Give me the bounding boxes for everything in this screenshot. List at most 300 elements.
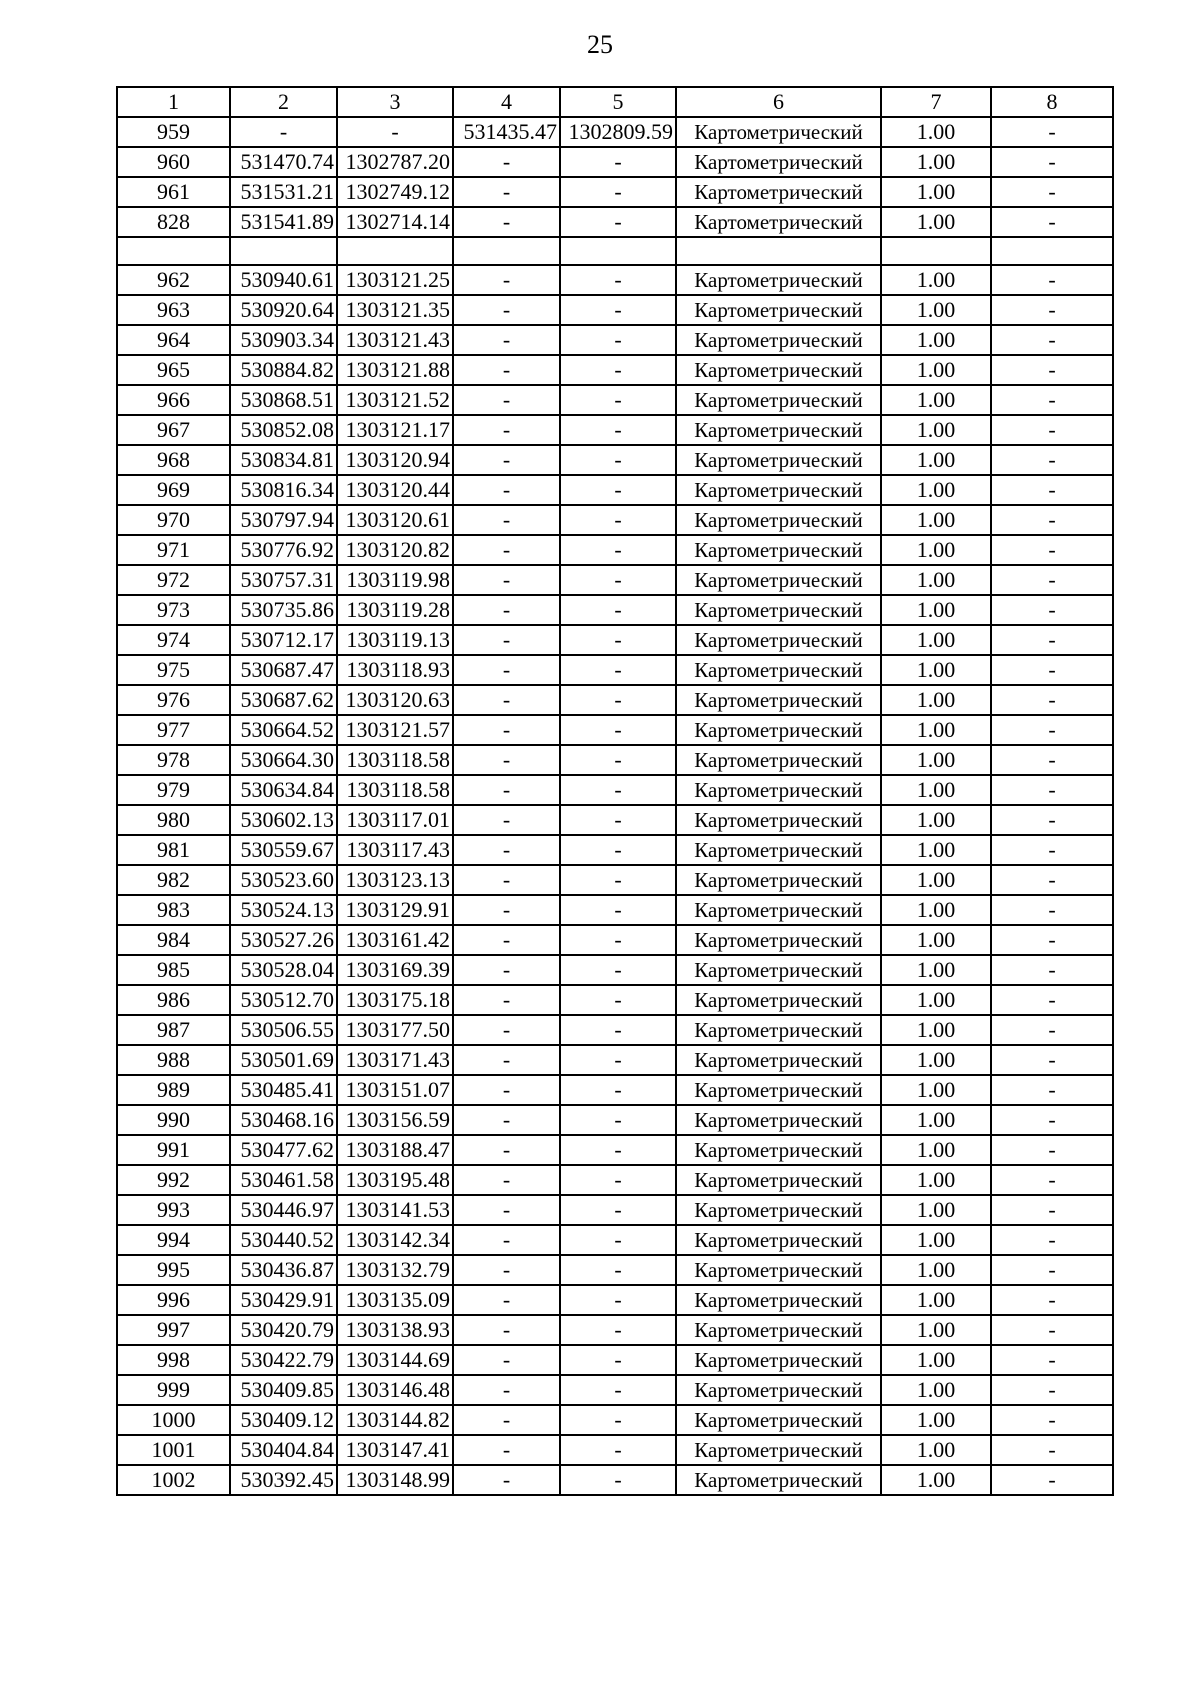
y-coord-cell: 1303123.13 bbox=[337, 865, 453, 895]
description-cell: - bbox=[991, 325, 1113, 355]
y-coord-alt-cell: - bbox=[560, 595, 676, 625]
accuracy-cell: 1.00 bbox=[881, 415, 991, 445]
description-cell: - bbox=[991, 1195, 1113, 1225]
accuracy-cell: 1.00 bbox=[881, 1195, 991, 1225]
table-row bbox=[117, 895, 1113, 925]
y-coord-cell: 1303121.17 bbox=[337, 415, 453, 445]
y-coord-cell: 1303144.82 bbox=[337, 1405, 453, 1435]
table-row bbox=[117, 1135, 1113, 1165]
x-coord-alt-cell: - bbox=[453, 1225, 560, 1255]
y-coord-alt-cell: - bbox=[560, 1465, 676, 1495]
point-number-cell: 981 bbox=[117, 835, 230, 865]
table-row bbox=[117, 295, 1113, 325]
x-coord-cell: 530735.86 bbox=[230, 595, 337, 625]
point-number-cell: 977 bbox=[117, 715, 230, 745]
y-coord-alt-cell: - bbox=[560, 1345, 676, 1375]
method-cell: Картометрический bbox=[676, 1105, 881, 1135]
header-row bbox=[117, 87, 1113, 117]
description-cell bbox=[991, 237, 1113, 265]
table-row bbox=[117, 265, 1113, 295]
table-row bbox=[117, 147, 1113, 177]
x-coord-cell: 530712.17 bbox=[230, 625, 337, 655]
x-coord-alt-cell: - bbox=[453, 177, 560, 207]
method-cell: Картометрический bbox=[676, 775, 881, 805]
x-coord-alt-cell: - bbox=[453, 805, 560, 835]
y-coord-alt-cell: - bbox=[560, 865, 676, 895]
x-coord-cell: 530816.34 bbox=[230, 475, 337, 505]
header-cell: 1 bbox=[117, 87, 230, 117]
y-coord-alt-cell: - bbox=[560, 355, 676, 385]
x-coord-alt-cell: - bbox=[453, 1105, 560, 1135]
x-coord-alt-cell: - bbox=[453, 1045, 560, 1075]
y-coord-alt-cell: - bbox=[560, 1285, 676, 1315]
description-cell: - bbox=[991, 355, 1113, 385]
table-row bbox=[117, 177, 1113, 207]
method-cell: Картометрический bbox=[676, 117, 881, 147]
y-coord-cell: 1303120.44 bbox=[337, 475, 453, 505]
method-cell: Картометрический bbox=[676, 685, 881, 715]
accuracy-cell: 1.00 bbox=[881, 745, 991, 775]
y-coord-alt-cell: - bbox=[560, 505, 676, 535]
description-cell: - bbox=[991, 925, 1113, 955]
point-number-cell: 986 bbox=[117, 985, 230, 1015]
table-row bbox=[117, 1225, 1113, 1255]
y-coord-alt-cell: - bbox=[560, 895, 676, 925]
method-cell: Картометрический bbox=[676, 1315, 881, 1345]
x-coord-alt-cell: - bbox=[453, 505, 560, 535]
accuracy-cell: 1.00 bbox=[881, 625, 991, 655]
table-body bbox=[117, 117, 1113, 1495]
method-cell: Картометрический bbox=[676, 1135, 881, 1165]
x-coord-cell: 530524.13 bbox=[230, 895, 337, 925]
y-coord-cell: 1303117.01 bbox=[337, 805, 453, 835]
table-row bbox=[117, 595, 1113, 625]
y-coord-cell: 1302714.14 bbox=[337, 207, 453, 237]
y-coord-cell: 1303135.09 bbox=[337, 1285, 453, 1315]
table-row bbox=[117, 655, 1113, 685]
x-coord-cell: 530527.26 bbox=[230, 925, 337, 955]
method-cell: Картометрический bbox=[676, 625, 881, 655]
description-cell: - bbox=[991, 1465, 1113, 1495]
accuracy-cell: 1.00 bbox=[881, 955, 991, 985]
x-coord-cell: 530422.79 bbox=[230, 1345, 337, 1375]
method-cell: Картометрический bbox=[676, 835, 881, 865]
point-number-cell: 965 bbox=[117, 355, 230, 385]
point-number-cell: 972 bbox=[117, 565, 230, 595]
accuracy-cell: 1.00 bbox=[881, 445, 991, 475]
page-number: 25 bbox=[587, 30, 613, 59]
x-coord-cell: 530797.94 bbox=[230, 505, 337, 535]
y-coord-alt-cell: 1302809.59 bbox=[560, 117, 676, 147]
y-coord-cell: 1303144.69 bbox=[337, 1345, 453, 1375]
table-row bbox=[117, 955, 1113, 985]
method-cell: Картометрический bbox=[676, 955, 881, 985]
y-coord-alt-cell: - bbox=[560, 475, 676, 505]
x-coord-cell: 530903.34 bbox=[230, 325, 337, 355]
method-cell: Картометрический bbox=[676, 207, 881, 237]
y-coord-cell: 1302749.12 bbox=[337, 177, 453, 207]
y-coord-alt-cell: - bbox=[560, 177, 676, 207]
y-coord-alt-cell: - bbox=[560, 745, 676, 775]
point-number-cell: 984 bbox=[117, 925, 230, 955]
accuracy-cell: 1.00 bbox=[881, 1465, 991, 1495]
table-row bbox=[117, 325, 1113, 355]
description-cell: - bbox=[991, 1405, 1113, 1435]
y-coord-cell: 1303121.25 bbox=[337, 265, 453, 295]
table-row bbox=[117, 745, 1113, 775]
x-coord-alt-cell: - bbox=[453, 415, 560, 445]
x-coord-alt-cell: - bbox=[453, 325, 560, 355]
point-number-cell: 983 bbox=[117, 895, 230, 925]
table-row bbox=[117, 775, 1113, 805]
x-coord-cell: 530485.41 bbox=[230, 1075, 337, 1105]
point-number-cell bbox=[117, 237, 230, 265]
table-row bbox=[117, 415, 1113, 445]
table-row bbox=[117, 1075, 1113, 1105]
description-cell: - bbox=[991, 1165, 1113, 1195]
header-cell: 7 bbox=[881, 87, 991, 117]
accuracy-cell: 1.00 bbox=[881, 325, 991, 355]
table-row bbox=[117, 237, 1113, 265]
accuracy-cell: 1.00 bbox=[881, 775, 991, 805]
point-number-cell: 1000 bbox=[117, 1405, 230, 1435]
y-coord-cell: 1303121.88 bbox=[337, 355, 453, 385]
table-row bbox=[117, 1315, 1113, 1345]
x-coord-alt-cell: - bbox=[453, 1135, 560, 1165]
y-coord-cell: 1303117.43 bbox=[337, 835, 453, 865]
accuracy-cell: 1.00 bbox=[881, 505, 991, 535]
x-coord-alt-cell: - bbox=[453, 1435, 560, 1465]
accuracy-cell: 1.00 bbox=[881, 685, 991, 715]
y-coord-alt-cell: - bbox=[560, 1105, 676, 1135]
description-cell: - bbox=[991, 475, 1113, 505]
table-row bbox=[117, 385, 1113, 415]
method-cell: Картометрический bbox=[676, 445, 881, 475]
description-cell: - bbox=[991, 445, 1113, 475]
x-coord-alt-cell: - bbox=[453, 535, 560, 565]
table-row bbox=[117, 805, 1113, 835]
y-coord-alt-cell: - bbox=[560, 1075, 676, 1105]
table-row bbox=[117, 1255, 1113, 1285]
x-coord-alt-cell: - bbox=[453, 985, 560, 1015]
point-number-cell: 990 bbox=[117, 1105, 230, 1135]
x-coord-cell: 530920.64 bbox=[230, 295, 337, 325]
accuracy-cell: 1.00 bbox=[881, 805, 991, 835]
y-coord-alt-cell: - bbox=[560, 1315, 676, 1345]
method-cell: Картометрический bbox=[676, 1345, 881, 1375]
x-coord-alt-cell: - bbox=[453, 745, 560, 775]
point-number-cell: 996 bbox=[117, 1285, 230, 1315]
x-coord-cell: 530757.31 bbox=[230, 565, 337, 595]
accuracy-cell: 1.00 bbox=[881, 385, 991, 415]
point-number-cell: 973 bbox=[117, 595, 230, 625]
x-coord-alt-cell: - bbox=[453, 295, 560, 325]
y-coord-alt-cell: - bbox=[560, 1015, 676, 1045]
point-number-cell: 971 bbox=[117, 535, 230, 565]
method-cell: Картометрический bbox=[676, 1015, 881, 1045]
description-cell: - bbox=[991, 565, 1113, 595]
table-row bbox=[117, 1435, 1113, 1465]
y-coord-alt-cell: - bbox=[560, 925, 676, 955]
method-cell: Картометрический bbox=[676, 177, 881, 207]
header-cell: 8 bbox=[991, 87, 1113, 117]
x-coord-cell: 531531.21 bbox=[230, 177, 337, 207]
y-coord-cell: 1303119.28 bbox=[337, 595, 453, 625]
y-coord-cell: 1303121.35 bbox=[337, 295, 453, 325]
accuracy-cell: 1.00 bbox=[881, 295, 991, 325]
method-cell: Картометрический bbox=[676, 1255, 881, 1285]
description-cell: - bbox=[991, 415, 1113, 445]
y-coord-cell: 1303121.57 bbox=[337, 715, 453, 745]
method-cell: Картометрический bbox=[676, 805, 881, 835]
header-cell: 5 bbox=[560, 87, 676, 117]
accuracy-cell: 1.00 bbox=[881, 715, 991, 745]
x-coord-alt-cell: - bbox=[453, 355, 560, 385]
method-cell: Картометрический bbox=[676, 147, 881, 177]
x-coord-alt-cell: - bbox=[453, 595, 560, 625]
table-row bbox=[117, 1285, 1113, 1315]
accuracy-cell: 1.00 bbox=[881, 655, 991, 685]
point-number-cell: 962 bbox=[117, 265, 230, 295]
accuracy-cell: 1.00 bbox=[881, 1165, 991, 1195]
table-row bbox=[117, 715, 1113, 745]
method-cell: Картометрический bbox=[676, 715, 881, 745]
y-coord-cell: 1303171.43 bbox=[337, 1045, 453, 1075]
x-coord-cell: 530436.87 bbox=[230, 1255, 337, 1285]
x-coord-cell: 530559.67 bbox=[230, 835, 337, 865]
x-coord-cell: 530602.13 bbox=[230, 805, 337, 835]
description-cell: - bbox=[991, 1135, 1113, 1165]
method-cell: Картометрический bbox=[676, 295, 881, 325]
y-coord-cell: 1303169.39 bbox=[337, 955, 453, 985]
x-coord-alt-cell: - bbox=[453, 655, 560, 685]
x-coord-cell: 530392.45 bbox=[230, 1465, 337, 1495]
x-coord-alt-cell: - bbox=[453, 207, 560, 237]
method-cell: Картометрический bbox=[676, 565, 881, 595]
table-row bbox=[117, 1015, 1113, 1045]
y-coord-cell: 1303129.91 bbox=[337, 895, 453, 925]
x-coord-alt-cell bbox=[453, 237, 560, 265]
x-coord-alt-cell: - bbox=[453, 1075, 560, 1105]
description-cell: - bbox=[991, 745, 1113, 775]
y-coord-alt-cell: - bbox=[560, 325, 676, 355]
x-coord-alt-cell: - bbox=[453, 475, 560, 505]
x-coord-alt-cell: - bbox=[453, 955, 560, 985]
description-cell: - bbox=[991, 715, 1113, 745]
table-row bbox=[117, 1345, 1113, 1375]
x-coord-alt-cell: - bbox=[453, 565, 560, 595]
description-cell: - bbox=[991, 385, 1113, 415]
y-coord-cell: 1303121.43 bbox=[337, 325, 453, 355]
point-number-cell: 1001 bbox=[117, 1435, 230, 1465]
x-coord-alt-cell: - bbox=[453, 865, 560, 895]
table-row bbox=[117, 505, 1113, 535]
x-coord-alt-cell: - bbox=[453, 1255, 560, 1285]
accuracy-cell: 1.00 bbox=[881, 535, 991, 565]
y-coord-alt-cell: - bbox=[560, 1405, 676, 1435]
x-coord-cell: 530409.85 bbox=[230, 1375, 337, 1405]
table-row bbox=[117, 445, 1113, 475]
accuracy-cell bbox=[881, 237, 991, 265]
y-coord-alt-cell: - bbox=[560, 565, 676, 595]
point-number-cell: 970 bbox=[117, 505, 230, 535]
x-coord-alt-cell: - bbox=[453, 625, 560, 655]
x-coord-cell: 530468.16 bbox=[230, 1105, 337, 1135]
x-coord-cell: 530501.69 bbox=[230, 1045, 337, 1075]
description-cell: - bbox=[991, 265, 1113, 295]
y-coord-cell: 1302787.20 bbox=[337, 147, 453, 177]
y-coord-alt-cell: - bbox=[560, 715, 676, 745]
x-coord-alt-cell: - bbox=[453, 1195, 560, 1225]
description-cell: - bbox=[991, 1375, 1113, 1405]
point-number-cell: 969 bbox=[117, 475, 230, 505]
accuracy-cell: 1.00 bbox=[881, 835, 991, 865]
header-cell: 6 bbox=[676, 87, 881, 117]
table-row bbox=[117, 625, 1113, 655]
point-number-cell: 991 bbox=[117, 1135, 230, 1165]
y-coord-cell: 1303120.61 bbox=[337, 505, 453, 535]
x-coord-cell: 530528.04 bbox=[230, 955, 337, 985]
header-cell: 2 bbox=[230, 87, 337, 117]
point-number-cell: 967 bbox=[117, 415, 230, 445]
header-cell: 3 bbox=[337, 87, 453, 117]
y-coord-cell: 1303121.52 bbox=[337, 385, 453, 415]
x-coord-cell: 530687.62 bbox=[230, 685, 337, 715]
description-cell: - bbox=[991, 1075, 1113, 1105]
y-coord-cell: 1303151.07 bbox=[337, 1075, 453, 1105]
x-coord-alt-cell: - bbox=[453, 1345, 560, 1375]
accuracy-cell: 1.00 bbox=[881, 1435, 991, 1465]
accuracy-cell: 1.00 bbox=[881, 1225, 991, 1255]
description-cell: - bbox=[991, 895, 1113, 925]
table-row bbox=[117, 1105, 1113, 1135]
x-coord-alt-cell: - bbox=[453, 1285, 560, 1315]
y-coord-cell: 1303177.50 bbox=[337, 1015, 453, 1045]
accuracy-cell: 1.00 bbox=[881, 475, 991, 505]
x-coord-alt-cell: - bbox=[453, 925, 560, 955]
method-cell: Картометрический bbox=[676, 415, 881, 445]
y-coord-alt-cell: - bbox=[560, 1195, 676, 1225]
y-coord-alt-cell: - bbox=[560, 775, 676, 805]
table-row bbox=[117, 865, 1113, 895]
table-row bbox=[117, 1405, 1113, 1435]
table-row bbox=[117, 1195, 1113, 1225]
method-cell: Картометрический bbox=[676, 475, 881, 505]
accuracy-cell: 1.00 bbox=[881, 865, 991, 895]
y-coord-cell: 1303175.18 bbox=[337, 985, 453, 1015]
accuracy-cell: 1.00 bbox=[881, 1405, 991, 1435]
accuracy-cell: 1.00 bbox=[881, 925, 991, 955]
table-row bbox=[117, 1045, 1113, 1075]
y-coord-cell: - bbox=[337, 117, 453, 147]
x-coord-cell: - bbox=[230, 117, 337, 147]
description-cell: - bbox=[991, 655, 1113, 685]
y-coord-alt-cell: - bbox=[560, 535, 676, 565]
point-number-cell: 828 bbox=[117, 207, 230, 237]
description-cell: - bbox=[991, 1285, 1113, 1315]
point-number-cell: 999 bbox=[117, 1375, 230, 1405]
y-coord-alt-cell: - bbox=[560, 1045, 676, 1075]
accuracy-cell: 1.00 bbox=[881, 985, 991, 1015]
x-coord-cell: 531470.74 bbox=[230, 147, 337, 177]
description-cell: - bbox=[991, 207, 1113, 237]
x-coord-alt-cell: - bbox=[453, 385, 560, 415]
point-number-cell: 982 bbox=[117, 865, 230, 895]
y-coord-alt-cell: - bbox=[560, 147, 676, 177]
method-cell: Картометрический bbox=[676, 1285, 881, 1315]
accuracy-cell: 1.00 bbox=[881, 177, 991, 207]
y-coord-cell: 1303120.63 bbox=[337, 685, 453, 715]
y-coord-alt-cell: - bbox=[560, 385, 676, 415]
coordinates-table bbox=[116, 86, 1114, 1496]
y-coord-cell: 1303146.48 bbox=[337, 1375, 453, 1405]
y-coord-alt-cell: - bbox=[560, 835, 676, 865]
y-coord-alt-cell: - bbox=[560, 805, 676, 835]
y-coord-cell: 1303188.47 bbox=[337, 1135, 453, 1165]
accuracy-cell: 1.00 bbox=[881, 117, 991, 147]
description-cell: - bbox=[991, 625, 1113, 655]
y-coord-cell: 1303156.59 bbox=[337, 1105, 453, 1135]
method-cell: Картометрический bbox=[676, 355, 881, 385]
description-cell: - bbox=[991, 117, 1113, 147]
description-cell: - bbox=[991, 177, 1113, 207]
x-coord-alt-cell: - bbox=[453, 715, 560, 745]
method-cell: Картометрический bbox=[676, 595, 881, 625]
point-number-cell: 988 bbox=[117, 1045, 230, 1075]
x-coord-alt-cell: - bbox=[453, 835, 560, 865]
y-coord-alt-cell: - bbox=[560, 685, 676, 715]
x-coord-cell: 530429.91 bbox=[230, 1285, 337, 1315]
point-number-cell: 961 bbox=[117, 177, 230, 207]
method-cell: Картометрический bbox=[676, 1045, 881, 1075]
x-coord-alt-cell: - bbox=[453, 1465, 560, 1495]
point-number-cell: 964 bbox=[117, 325, 230, 355]
y-coord-cell: 1303119.98 bbox=[337, 565, 453, 595]
x-coord-cell: 530852.08 bbox=[230, 415, 337, 445]
x-coord-cell: 530776.92 bbox=[230, 535, 337, 565]
description-cell: - bbox=[991, 985, 1113, 1015]
method-cell: Картометрический bbox=[676, 505, 881, 535]
accuracy-cell: 1.00 bbox=[881, 265, 991, 295]
accuracy-cell: 1.00 bbox=[881, 147, 991, 177]
point-number-cell: 959 bbox=[117, 117, 230, 147]
table-row bbox=[117, 207, 1113, 237]
description-cell: - bbox=[991, 1015, 1113, 1045]
point-number-cell: 993 bbox=[117, 1195, 230, 1225]
table-row bbox=[117, 117, 1113, 147]
x-coord-cell bbox=[230, 237, 337, 265]
x-coord-cell: 530664.52 bbox=[230, 715, 337, 745]
accuracy-cell: 1.00 bbox=[881, 1315, 991, 1345]
x-coord-cell: 530687.47 bbox=[230, 655, 337, 685]
x-coord-alt-cell: - bbox=[453, 685, 560, 715]
y-coord-alt-cell: - bbox=[560, 1165, 676, 1195]
method-cell: Картометрический bbox=[676, 1195, 881, 1225]
accuracy-cell: 1.00 bbox=[881, 1015, 991, 1045]
x-coord-cell: 530506.55 bbox=[230, 1015, 337, 1045]
method-cell: Картометрический bbox=[676, 1465, 881, 1495]
point-number-cell: 968 bbox=[117, 445, 230, 475]
x-coord-cell: 530940.61 bbox=[230, 265, 337, 295]
x-coord-cell: 530440.52 bbox=[230, 1225, 337, 1255]
y-coord-alt-cell: - bbox=[560, 1255, 676, 1285]
method-cell: Картометрический bbox=[676, 1075, 881, 1105]
method-cell bbox=[676, 237, 881, 265]
accuracy-cell: 1.00 bbox=[881, 1105, 991, 1135]
point-number-cell: 976 bbox=[117, 685, 230, 715]
method-cell: Картометрический bbox=[676, 1375, 881, 1405]
table-row bbox=[117, 475, 1113, 505]
